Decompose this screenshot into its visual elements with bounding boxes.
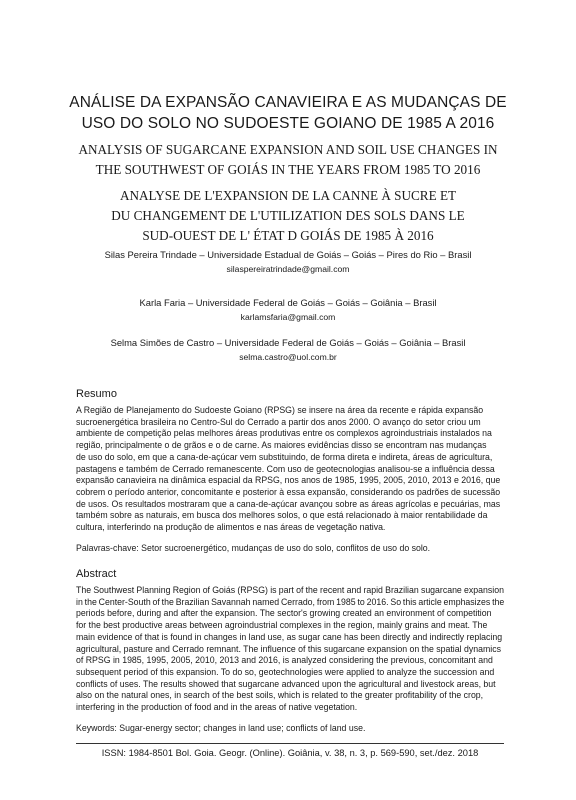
abstract-line: subsequent period of this expansion. To do so, geotechnologies were applied to analyze the succession and (76, 666, 495, 677)
resumo-heading: Resumo (76, 388, 117, 400)
abstract-body (76, 585, 504, 714)
abstract-line: periods before, during and after the expansion. The sector's growing created an environment of competition (76, 608, 492, 619)
abstract-line: main evidence of that is found in changes in land use, as sugar cane has been directly and indirectly replacing (76, 631, 503, 642)
footer-rule (76, 743, 504, 744)
resumo-line: cultura, interferindo na produção de alimentos e nas áreas de vegetação nativa. (76, 522, 386, 533)
title-portuguese: ANÁLISE DA EXPANSÃO CANAVIEIRA E AS MUDANÇAS DE USO DO SOLO NO SUDOESTE GOIANO DE 1985 A 2016 (69, 94, 507, 132)
resumo-line: de uso do solo, em que a cana-de-açúcar vem substituindo, de forma direta e indireta, áreas de agricultura, (76, 451, 493, 462)
footer-citation: ISSN: 1984-8501 Bol. Goia. Geogr. (Online). Goiânia, v. 38, n. 3, p. 569-590, set./dez. 2018 (101, 748, 479, 758)
resumo-line: ambiente de competição pelas melhores áreas produtivas entre os complexos agroindustriais instalados na (76, 428, 492, 439)
resumo-line: cobrem o período anterior, concomitante e posterior à essa expansão, considerando os padrões de sucessão (76, 486, 501, 497)
resumo-line: de usos. Os resultados mostraram que a cana-de-açúcar avançou sobre as áreas agrícolas e pecuárias, mas (76, 498, 501, 509)
author-3-affiliation: Selma Simões de Castro – Universidade Federal de Goiás – Goiás – Goiânia – Brasil (110, 337, 466, 348)
author-1-email: silaspereiratrindade@gmail.com (226, 264, 350, 274)
author-2-email: karlamsfaria@gmail.com (240, 312, 336, 322)
abstract-heading: Abstract (76, 568, 117, 580)
title-english: ANALYSIS OF SUGARCANE EXPANSION AND SOIL USE CHANGES IN THE SOUTHWEST OF GOIÁS IN THE YEARS FROM 1985 TO 2016 (78, 142, 498, 177)
abstract-line: conflicts of uses. The results showed that sugarcane advanced upon the agricultural and livestock areas, but (76, 678, 496, 689)
abstract-line: of RPSG in 1985, 1995, 2005, 2010, 2013 and 2016, is analyzed considering the previous, concomitant and (76, 655, 493, 666)
title-french: ANALYSE DE L'EXPANSION DE LA CANNE À SUCRE ET DU CHANGEMENT DE L'UTILIZATION DES SOLS DANS LE SUD-OUEST DE L' ÉTAT D GOIÁS DE 1985 À 2016 (111, 188, 465, 243)
author-3-email: selma.castro@uol.com.br (239, 352, 337, 362)
abstract-line: agricultural, pasture and Cerrado remnant. The influence of this sugarcane expansion on the spatial dynamics (76, 643, 501, 654)
author-1-affiliation: Silas Pereira Trindade – Universidade Estadual de Goiás – Goiás – Pires do Rio – Brasil (104, 249, 472, 260)
abstract-line: in the Center-South of the Brazilian Savannah named Cerrado, from 1985 to 2016. So this article emphasizes the (76, 596, 505, 607)
resumo-line: expansão canavieira na dinâmica espacial da RPSG, nos anos de 1985, 1995, 2005, 2010, 2013 e 2016, que (76, 475, 501, 486)
author-2-affiliation: Karla Faria – Universidade Federal de Goiás – Goiás – Goiânia – Brasil (139, 297, 437, 308)
resumo-line: A Região de Planejamento do Sudoeste Goiano (RPSG) se insere na área da recente e rápida expansão (76, 405, 484, 415)
resumo-line: pastagens e também de Cerrado remanescente. Com uso de geotecnologias analisou-se a influência dessa (76, 463, 495, 474)
abstract-line: also on the natural ones, in search of the best soils, which is related to the greater profitability of the crop, (76, 690, 484, 701)
abstract-line: interfering in the production of food and in the areas of native vegetation. (76, 702, 358, 713)
abstract-keywords: Keywords: Sugar-energy sector; changes in land use; conflicts of land use. (76, 723, 366, 733)
abstract-line: The Southwest Planning Region of Goiás (RPSG) is part of the recent and rapid Brazilian sugarcane expansion (76, 585, 504, 595)
abstract-line: for the best productive areas between agroindustrial complexes in the region, mainly grains and meat. The (76, 620, 488, 631)
resumo-line: região, principalmente o de grãos e o de carne. As maiores evidências disso se encontram nas mudanças (76, 440, 487, 451)
resumo-body (76, 405, 504, 534)
resumo-line: também sobre as naturais, em busca dos melhores solos, o que está relacionado à maior rentabilidade da (76, 510, 488, 521)
resumo-keywords: Palavras-chave: Setor sucroenergético, mudanças de uso do solo, conflitos de uso do solo. (76, 543, 431, 553)
resumo-line: sucroenergética brasileira no Centro-Sul do Cerrado a partir dos anos 2000. O avanço do setor criou um (76, 416, 481, 427)
